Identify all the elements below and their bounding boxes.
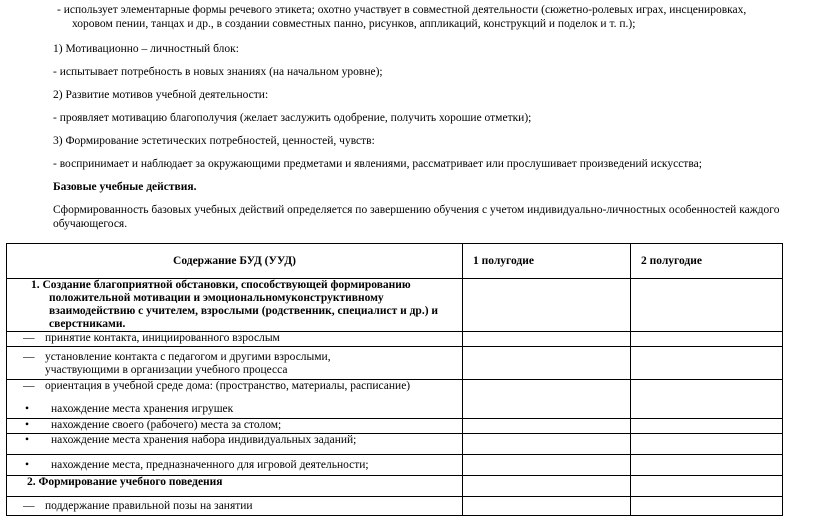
- bullet-marker: •: [25, 403, 30, 415]
- paragraph-knowledge-need: - испытывает потребность в новых знаниях (на начальном уровне);: [53, 66, 383, 78]
- dash-marker: —: [23, 499, 35, 512]
- heading-motivation-block: 1) Мотивационно – личностный блок:: [53, 43, 239, 55]
- bullet-marker: •: [25, 458, 30, 471]
- paragraph-wellbeing-motivation: - проявляет мотивацию благополучия (желает заслужить одобрение, получить хорошие отметки);: [53, 112, 532, 124]
- item-tasks-place: нахождение места хранения набора индивидуальных заданий;: [51, 434, 357, 446]
- table-row: [7, 347, 783, 380]
- table-row: [7, 455, 783, 476]
- header-half2: 2 полугодие: [631, 244, 783, 279]
- item-establish-contact-cont: участвующими в организации учебного процесса: [45, 364, 288, 376]
- heading-learning-motives: 2) Развитие мотивов учебной деятельности:: [53, 89, 269, 101]
- table-row: [7, 279, 783, 332]
- dash-marker: —: [23, 332, 35, 344]
- section-title-2: 2. Формирование учебного поведения: [7, 476, 463, 497]
- item-orientation: ориентация в учебной среде дома: (пространство, материалы, расписание): [45, 380, 411, 392]
- table-header-row: [7, 244, 783, 279]
- bud-table: [6, 243, 783, 516]
- item-accept-contact: принятие контакта, инициированного взрослым: [45, 332, 280, 344]
- dash-marker: —: [23, 351, 35, 363]
- heading-basic-actions: Базовые учебные действия.: [53, 181, 197, 193]
- dash-marker: —: [23, 380, 35, 392]
- item-establish-contact: установление контакта с педагогом и другими взрослыми,: [45, 351, 331, 363]
- paragraph-perceives-art: - воспринимает и наблюдает за окружающими предметами и явлениями, рассматривает или прослушивает произведений искусства;: [53, 158, 702, 170]
- header-half1: 1 полугодие: [463, 244, 631, 279]
- item-toys-place: нахождение места хранения игрушек: [51, 403, 234, 415]
- table-row: [7, 332, 783, 347]
- bullet-marker: •: [25, 419, 30, 431]
- paragraph-speech-etiquette: - использует элементарные формы речевого этикета; охотно участвует в совместной деятельности (сюжетно-ролевых играх, инсценировках, хоровом пении, танцах и др., в создании совместных панно, рисунков, аппликаций, конструкций и поделок и т. п.);: [57, 4, 747, 30]
- paragraph-basic-actions-desc: Сформированность базовых учебных действий определяется по завершению обучения с учетом индивидуально-личностных особенностей каждого обучающегося.: [53, 204, 780, 230]
- bullet-marker: •: [25, 434, 30, 446]
- table-row: [7, 419, 783, 434]
- table-row: [7, 476, 783, 497]
- item-work-place: нахождение своего (рабочего) места за столом;: [51, 419, 282, 431]
- table-row: [7, 380, 783, 419]
- item-play-place: нахождение места, предназначенного для игровой деятельности;: [51, 458, 369, 471]
- header-content: Содержание БУД (УУД): [7, 244, 463, 279]
- item-posture: поддержание правильной позы на занятии: [45, 499, 253, 512]
- table-row: [7, 434, 783, 455]
- table-row: [7, 497, 783, 516]
- heading-aesthetic-needs: 3) Формирование эстетических потребностей, ценностей, чувств:: [53, 135, 375, 147]
- section-title-1: 1. Создание благоприятной обстановки, способствующей формированию положительной мотивации и эмоциональномуконструктивному взаимодействию с учителем, взрослыми (родственник, специалист и др.) и сверстниками.: [31, 279, 439, 330]
